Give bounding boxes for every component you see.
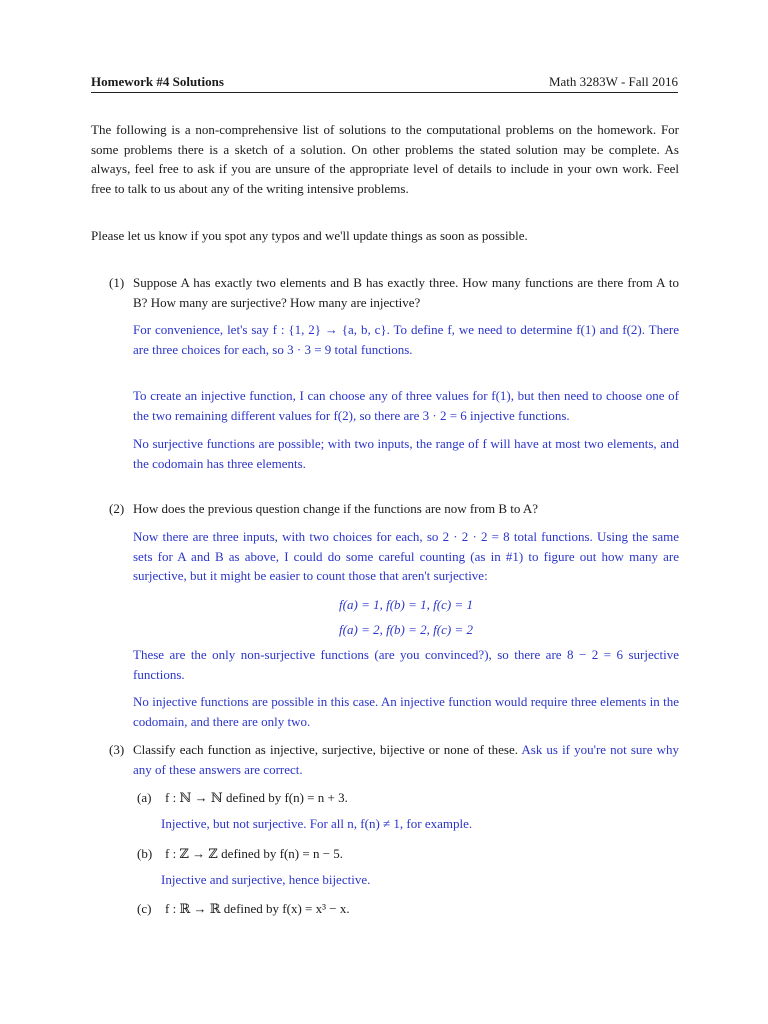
- equation-2: f(a) = 2, f(b) = 2, f(c) = 2: [339, 622, 473, 637]
- question-note: Ask us if you're not sure why any of these answers are correct.: [133, 742, 680, 777]
- typos-paragraph: Please let us know if you spot any typos and we'll update things as soon as possible.: [91, 228, 528, 243]
- answer-1-injective: To create an injective function, I can choose any of three values for f(1), but then need to choose one of the two remaining different values for f(2), so there are 3 · 2 = 6 injective functions.: [133, 388, 679, 423]
- question-text: How does the previous question change if the functions are now from B to A?: [133, 501, 539, 516]
- answer-1-total: For convenience, let's say f : {1, 2} → {a, b, c}. To define f, we need to determine f(1) and f(2). There are three choices for each, so 3 · 3 = 9 total functions.: [133, 322, 679, 357]
- part-text: f : ℤ → ℤ defined by f(n) = n − 5.: [165, 846, 344, 861]
- part-b-answer: Injective and surjective, hence bijective.: [161, 872, 371, 887]
- document-title: Homework #4 Solutions: [91, 74, 224, 89]
- part-label: (c): [137, 901, 152, 916]
- intro-paragraph: The following is a non-comprehensive list of solutions to the computational problems on the homework. For some problems there is a sketch of a solution. On other problems the stated solution may be complete. As always, feel free to ask if you are unsure of the appropriate level of details to include in your own work. Feel free to talk to us about any of the writing intensive problems.: [91, 122, 679, 196]
- page-header: [91, 74, 678, 93]
- equation-1: f(a) = 1, f(b) = 1, f(c) = 1: [339, 597, 473, 612]
- question-text: Suppose A has exactly two elements and B has exactly three. How many functions are there from A to B? How many are surjective? How many are injective?: [133, 275, 679, 310]
- part-text: f : ℕ → ℕ defined by f(n) = n + 3.: [165, 790, 348, 805]
- part-a-answer: Injective, but not surjective. For all n, f(n) ≠ 1, for example.: [161, 816, 473, 831]
- question-number: (2): [109, 501, 125, 516]
- answer-2-surjective: These are the only non-surjective functions (are you convinced?), so there are 8 − 2 = 6 surjective functions.: [133, 647, 679, 682]
- question-text: Classify each function as injective, surjective, bijective or none of these. Ask us if you're not sure why any of these answers are correct.: [133, 742, 680, 777]
- course-label: Math 3283W - Fall 2016: [548, 74, 678, 89]
- part-text: f : ℝ → ℝ defined by f(x) = x³ − x.: [165, 901, 350, 916]
- question-number: (3): [109, 742, 125, 757]
- question-number: (1): [109, 275, 125, 290]
- part-label: (b): [137, 846, 153, 861]
- answer-1-surjective: No surjective functions are possible; with two inputs, the range of f will have at most two elements, and the codomain has three elements.: [133, 436, 679, 471]
- part-label: (a): [137, 790, 152, 805]
- answer-2-injective: No injective functions are possible in this case. An injective function would require three elements in the codomain, and there are only two.: [133, 694, 679, 729]
- answer-2-counting: Now there are three inputs, with two choices for each, so 2 · 2 · 2 = 8 total functions. Using the same sets for A and B as above, I could do some careful counting (as in #1) to figure out how many are surjective, but it might be easier to count those that aren't surjective:: [133, 529, 679, 584]
